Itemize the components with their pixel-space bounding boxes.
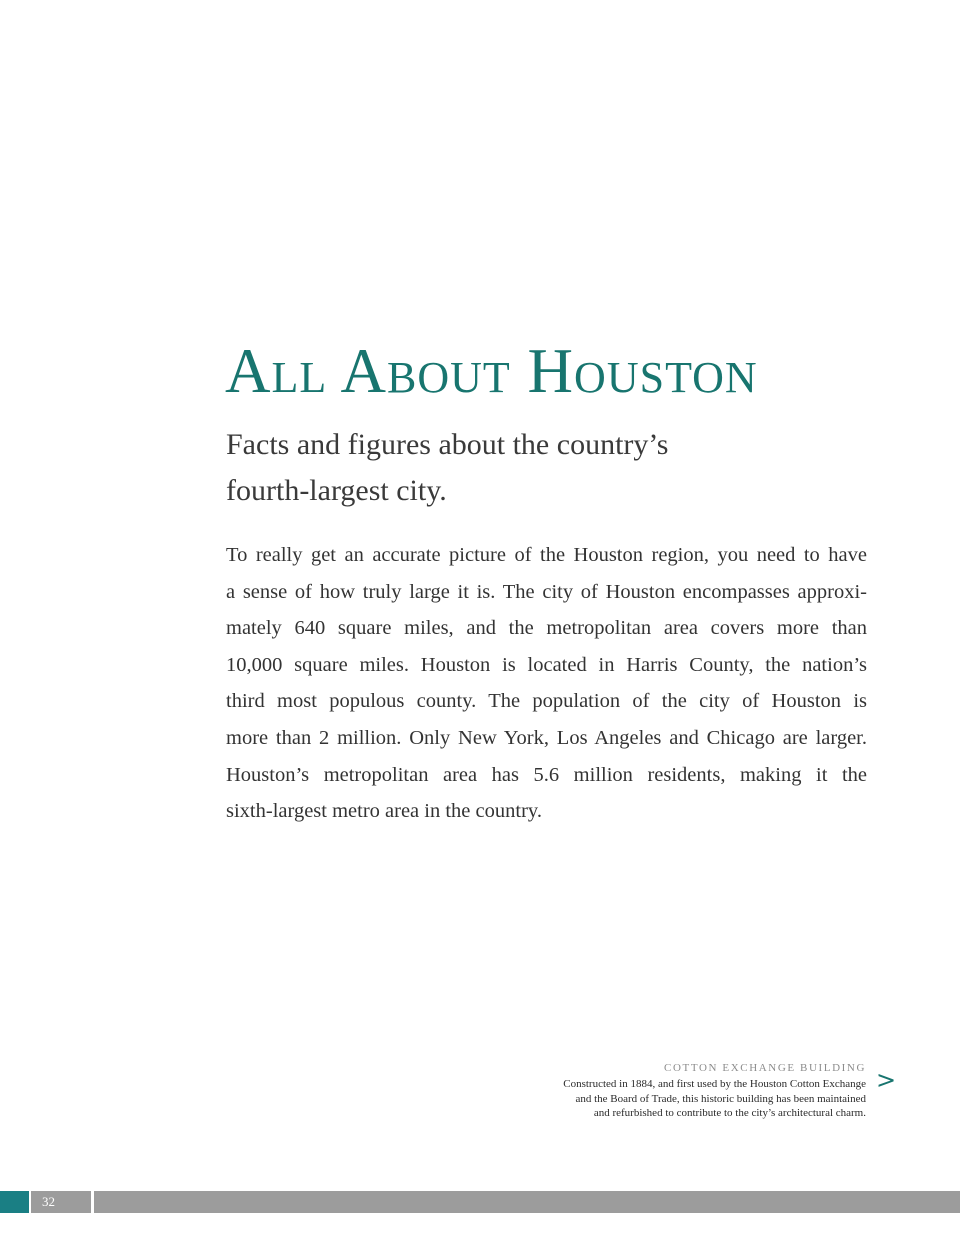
caption-title: COTTON EXCHANGE BUILDING — [664, 1062, 866, 1074]
caption-line: and the Board of Trade, this historic building has been maintained — [575, 1092, 866, 1105]
body-line: a sense of how truly large it is. The city of Houston encompasses approxi- — [226, 580, 867, 603]
body-paragraph — [226, 537, 867, 830]
page-subtitle — [226, 422, 746, 514]
body-line: 10,000 square miles. Houston is located in Harris County, the nation’s — [226, 653, 867, 676]
page-number: 32 — [31, 1191, 91, 1213]
caption-line: Constructed in 1884, and first used by the Houston Cotton Exchange — [563, 1078, 866, 1090]
caption-text — [506, 1077, 866, 1121]
body-line: To really get an accurate picture of the Houston region, you need to have — [226, 544, 867, 566]
footer-rule — [94, 1191, 960, 1213]
page-title: All About Houston — [225, 336, 758, 406]
body-line: more than 2 million. Only New York, Los Angeles and Chicago are larger. — [226, 726, 867, 749]
photo-caption — [506, 1061, 866, 1121]
footer-accent-block — [0, 1191, 29, 1213]
body-line: mately 640 square miles, and the metropolitan area covers more than — [226, 617, 867, 640]
subtitle-line: fourth-largest city. — [226, 474, 447, 507]
subtitle-line: Facts and figures about the country’s — [226, 428, 669, 461]
body-line: Houston’s metropolitan area has 5.6 million residents, making it the — [226, 763, 867, 786]
page-footer — [0, 1191, 960, 1213]
chevron-right-icon: > — [876, 1066, 897, 1094]
body-line: third most populous county. The population of the city of Houston is — [226, 690, 867, 713]
body-line: sixth-largest metro area in the country. — [226, 800, 542, 823]
caption-line: and refurbished to contribute to the city’s architectural charm. — [593, 1107, 866, 1120]
